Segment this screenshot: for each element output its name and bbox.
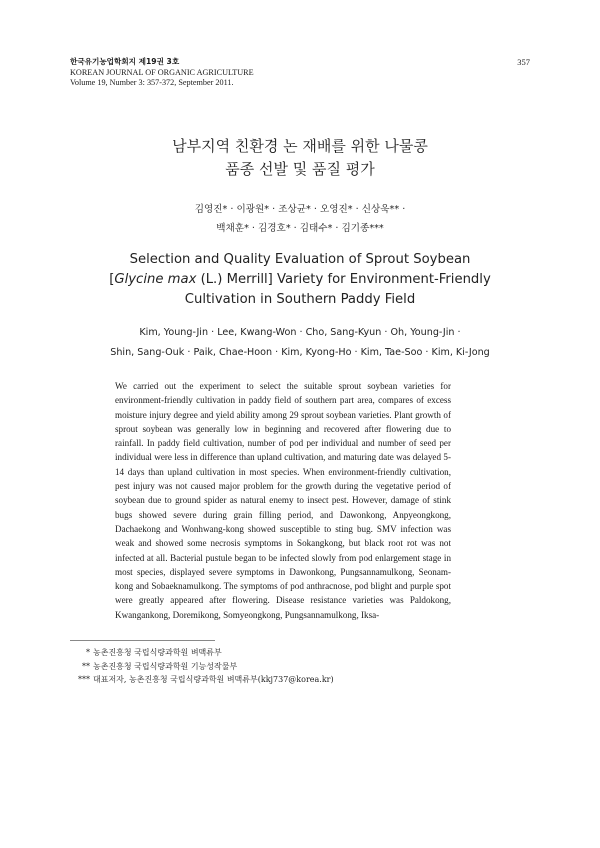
- journal-title-kr: 한국유기농업학회지 제19권 3호: [70, 57, 180, 66]
- title-korean: [0, 135, 600, 181]
- authors-korean-line2: 백채훈* · 김경호* · 김태수* · 김기종***: [216, 223, 384, 234]
- footnote-3: [70, 673, 470, 687]
- footnote-mark: *: [86, 648, 90, 657]
- authors-korean-line1: 김영진* · 이광원* · 조상균* · 오영진* · 신상욱** ·: [194, 204, 406, 215]
- footnote-2: [70, 660, 470, 674]
- title-english-line2-rest: (L.) Merrill] Variety for Environment-Friendly: [196, 272, 491, 287]
- title-bracket: [: [109, 272, 115, 287]
- footnote-text: 농촌진흥청 국립식량과학원 기능성작물부: [93, 661, 238, 671]
- journal-title-en: KOREAN JOURNAL OF ORGANIC AGRICULTURE: [70, 67, 254, 77]
- authors-korean: [0, 200, 600, 238]
- title-english-line2: [0, 270, 600, 290]
- footnote-mark: **: [82, 661, 90, 671]
- footnotes: [70, 646, 470, 687]
- page-number: 357: [517, 57, 530, 67]
- footnote-text: 대표저자, 농촌진흥청 국립식량과학원 벼맥류부(kkj737@korea.kr): [93, 675, 334, 684]
- authors-english-line1: Kim, Young-Jin · Lee, Kwang-Won · Cho, Sang-Kyun · Oh, Young-Jin ·: [139, 327, 461, 338]
- abstract-text: We carried out the experiment to select the suitable sprout soybean varieties for environment-friendly cultivation in paddy field of southern part area, compares of excess moisture injury degree and yield ability among 29 sprout soybean varieties. Plant growth of sprout soybean was generally low in beginning and recovered after flowering due to rainfall. In paddy field cultivation, number of pod per individual and number of seed per individual were less in difference than upland cultivation, and maturing date was delayed 5-14 days than upland cultivation in most species. When environment-friendly cultivation, pest injury was not caused major problem for the growth during the vegetative period of soybean due to ground spider as natural enemy to insect pest. However, damage of stink bugs showed severe during grain filling period, and Dawonkong, Anpyeongkong, Dachaekong and Wonhwang-kong showed susceptible to sting bug. SMV infection was weak and showed some necrosis symptoms in Sokangkong, but black root rot was not infected at all. Bacterial pustule began to be infected slowly from pod enlargement stage in most species, displayed severe symptoms in Dawonkong, Pungsannamulkong, Seonam-kong and Sobaeknamulkong. The symptoms of pod anthracnose, pod blight and purple spot were greatly appeared after flowering. Disease resistance varieties was Paldokong, Kwangankong, Doremikong, Somyeongkong, Pungsannamulkong, Iksa-: [115, 381, 451, 620]
- footnote-1: [70, 646, 470, 660]
- title-korean-line2: 품종 선발 및 품질 평가: [225, 160, 375, 178]
- footnote-mark: ***: [78, 675, 90, 684]
- journal-issue: Volume 19, Number 3: 357-372, September 2011.: [70, 78, 234, 87]
- footnote-text: 농촌진흥청 국립식량과학원 벼맥류부: [93, 648, 222, 657]
- authors-english-line2: Shin, Sang-Ouk · Paik, Chae-Hoon · Kim, Kyong-Ho · Kim, Tae-Soo · Kim, Ki-Jong: [110, 347, 490, 358]
- title-english: [0, 250, 600, 310]
- species-name: Glycine max: [114, 272, 197, 287]
- footnote-divider: [70, 640, 215, 641]
- journal-header: [70, 57, 510, 89]
- title-english-line1: Selection and Quality Evaluation of Sprout Soybean: [129, 252, 471, 267]
- title-korean-line1: 남부지역 친환경 논 재배를 위한 나물콩: [172, 137, 428, 155]
- authors-english: [0, 323, 600, 363]
- title-english-line3: Cultivation in Southern Paddy Field: [184, 292, 416, 307]
